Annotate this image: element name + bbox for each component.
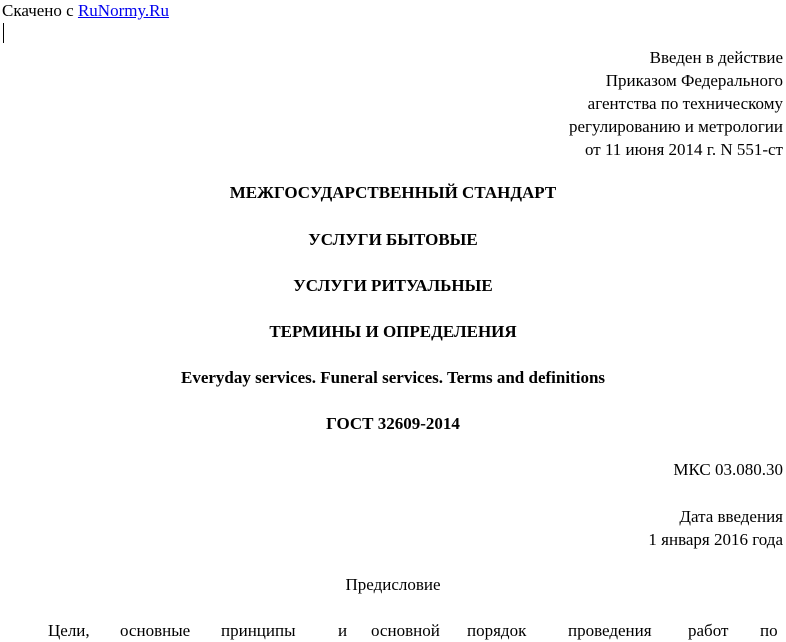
approval-line: регулированию и метрологии <box>568 117 783 136</box>
paragraph-word: принципы <box>221 621 296 640</box>
title-line-3: ТЕРМИНЫ И ОПРЕДЕЛЕНИЯ <box>269 322 517 341</box>
approval-line: Введен в действие <box>649 48 783 67</box>
paragraph-word: работ <box>688 621 729 640</box>
mks-code: МКС 03.080.30 <box>673 460 783 479</box>
text-cursor <box>3 23 4 43</box>
approval-block <box>569 46 783 161</box>
approval-line: агентства по техническому <box>587 94 783 113</box>
standard-code: ГОСТ 32609-2014 <box>326 414 460 433</box>
source-line <box>2 1 169 21</box>
intro-date-label: Дата введения <box>679 507 783 526</box>
paragraph-word: основной <box>371 621 440 640</box>
paragraph-word: по <box>760 621 778 640</box>
source-prefix: Скачено с <box>2 1 74 20</box>
paragraph-word: порядок <box>467 621 527 640</box>
preface-heading: Предисловие <box>345 575 441 594</box>
source-link[interactable]: RuNormy.Ru <box>77 1 169 20</box>
approval-line: Приказом Федерального <box>605 71 783 90</box>
english-title: Everyday services. Funeral services. Terms and definitions <box>180 368 606 387</box>
title-line-2: УСЛУГИ РИТУАЛЬНЫЕ <box>293 276 493 295</box>
standard-type-heading: МЕЖГОСУДАРСТВЕННЫЙ СТАНДАРТ <box>229 183 557 202</box>
intro-date-value: 1 января 2016 года <box>648 530 783 549</box>
paragraph-word: и <box>338 621 348 640</box>
approval-line: от 11 июня 2014 г. N 551-ст <box>584 140 783 159</box>
title-line-1: УСЛУГИ БЫТОВЫЕ <box>308 230 478 249</box>
paragraph-word: основные <box>120 621 191 640</box>
paragraph-word: проведения <box>568 621 652 640</box>
paragraph-word: Цели, <box>48 621 90 640</box>
